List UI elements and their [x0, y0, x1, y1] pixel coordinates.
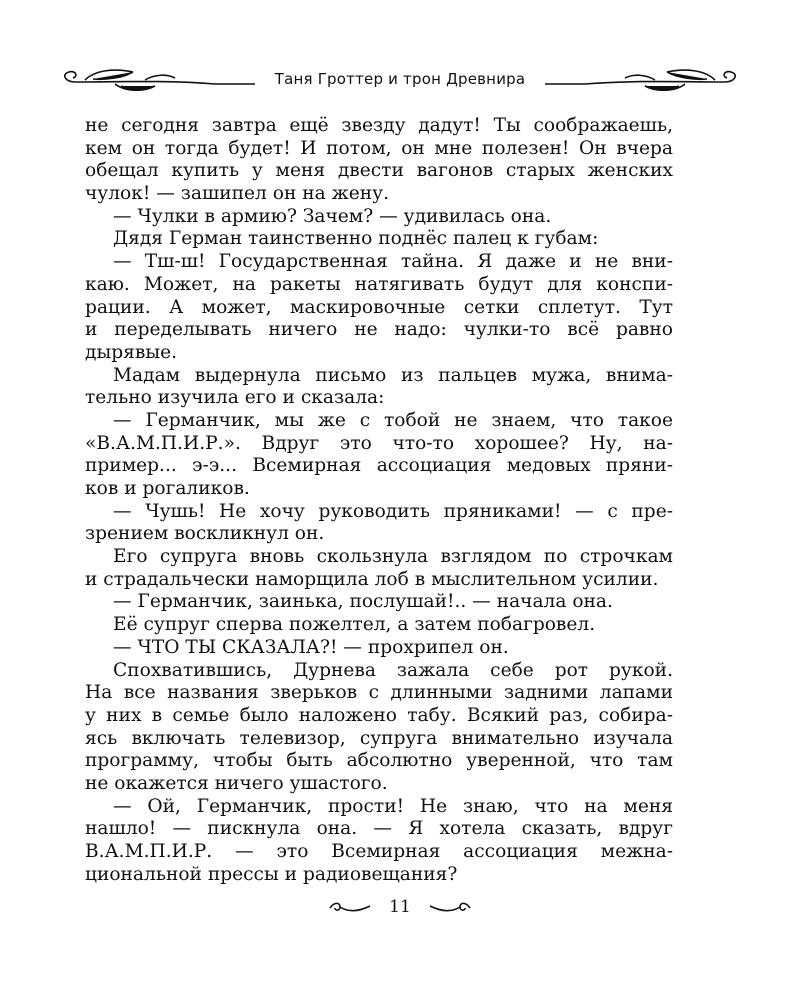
text-line: Его супруга вновь скользнула взглядом по строчкам [113, 546, 673, 568]
running-header [55, 60, 745, 100]
text-line: циональной прессы и радиовещания? [85, 863, 458, 885]
right-swirl-icon [428, 900, 472, 914]
text-line: каю. Может, на ракеты натягивать будут для конспи- [85, 273, 673, 295]
text-line: «В.А.М.П.И.Р.». Вдруг это что-то хорошее? Ну, на- [85, 432, 673, 454]
text-line: дырявые. [85, 341, 178, 363]
text-line: пример... э-э... Всемирная ассоциация медовых пряни- [85, 455, 673, 477]
text-line: Мадам выдернула письмо из пальцев мужа, внима- [113, 364, 673, 386]
text-line: Дядя Герман таинственно поднёс палец к губам: [113, 228, 599, 250]
running-header-title: Таня Гроттер и трон Древнира [267, 70, 534, 88]
page-number: 11 [389, 896, 411, 917]
text-line: рации. А может, маскировочные сетки сплетут. Тут [85, 296, 673, 318]
text-line: обещал купить у меня двести вагонов старых женских [85, 160, 673, 182]
left-swirl-icon [328, 900, 372, 914]
header-title-wrap [55, 70, 745, 88]
text-line: чулок! — зашипел он на жену. [85, 183, 390, 205]
text-line: — Чулки в армию? Зачем? — удивилась она. [113, 205, 552, 227]
text-line: — Тш-ш! Государственная тайна. Я даже и не вни- [113, 251, 673, 273]
text-line: — Ой, Германчик, прости! Не знаю, что на меня [113, 795, 673, 817]
text-line: у них в семье было наложено табу. Всякий раз, собира- [85, 704, 673, 726]
text-line: не окажется ничего ушастого. [85, 772, 388, 794]
body-text [85, 115, 673, 886]
text-line: ясь включать телевизор, супруга внимательно изучала [85, 727, 673, 749]
text-line: — Германчик, заинька, послушай!.. — начала она. [113, 591, 613, 613]
text-line: и страдальчески наморщила лоб в мыслительном усилии. [85, 568, 659, 590]
text-line: — Чушь! Не хочу руководить пряниками! — с пре- [113, 500, 673, 522]
text-line: нашло! — пискнула она. — Я хотела сказать, вдруг [85, 818, 673, 840]
text-line: кем он тогда будет! И потом, он мне полезен! Он вчера [85, 137, 673, 159]
text-line: — Германчик, мы же с тобой не знаем, что такое [113, 409, 673, 431]
text-line: Спохватившись, Дурнева зажала себе рот рукой. [113, 659, 673, 681]
text-line: ков и рогаликов. [85, 478, 250, 499]
text-line: программу, чтобы быть абсолютно уверенной, что там [85, 750, 673, 772]
text-line: — ЧТО ТЫ СКАЗАЛА?! — прохрипел он. [113, 636, 509, 658]
text-line: зрением воскликнул он. [85, 523, 325, 545]
text-line: В.А.М.П.И.Р. — это Всемирная ассоциация межна- [85, 841, 673, 862]
text-line: тельно изучила его и сказала: [85, 387, 385, 409]
text-line: Её супруг сперва пожелтел, а затем побагровел. [113, 614, 596, 636]
page-footer [0, 896, 800, 926]
text-line: На все названия зверьков с длинными задними лапами [85, 682, 673, 704]
text-line: не сегодня завтра ещё звезду дадут! Ты соображаешь, [85, 115, 673, 136]
text-line: и переделывать ничего не надо: чулки-то всё равно [85, 319, 673, 341]
